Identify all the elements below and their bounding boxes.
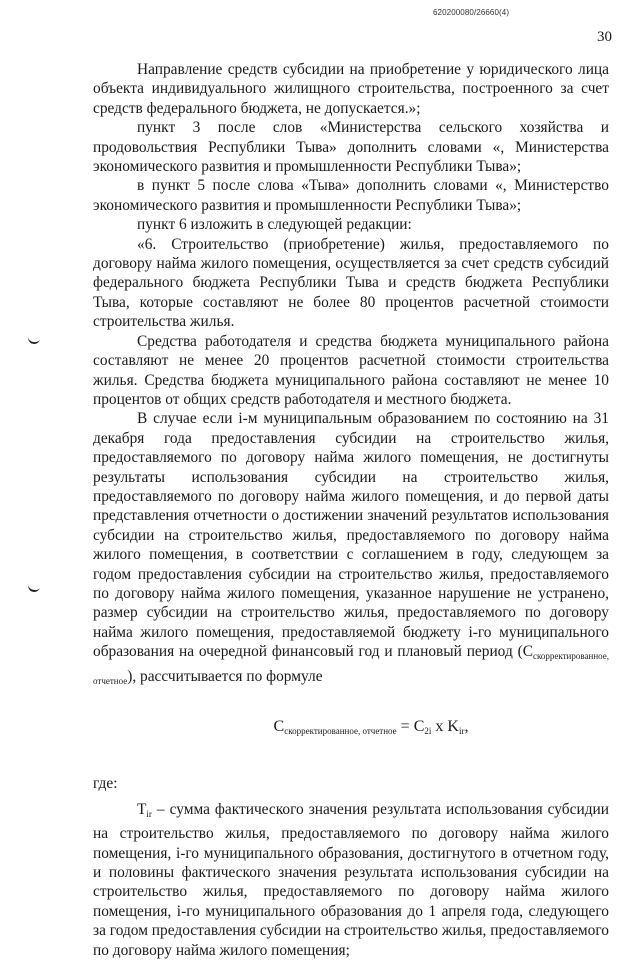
paragraph: Направление средств субсидии на приобретение у юридического лица объекта индивидуального жилищного строительства, построенного за счет средств федерального бюджета, не допускается.»; (93, 61, 609, 117)
margin-mark (27, 333, 41, 345)
paragraph: Средства работодателя и средства бюджета муниципального района составляют не менее 20 процентов расчетной стоимости строительства жилья. Средства бюджета муниципального района составляют не менее 10 процентов от общих средств работодателя и местного бюджета. (93, 332, 609, 408)
paragraph (93, 409, 609, 691)
paragraph: в пункт 5 после слова «Тыва» дополнить словами «, Министерство экономического развития и промышленности Республики Тыва»; (93, 177, 609, 214)
paragraph: пункт 6 изложить в следующей редакции: (137, 216, 412, 234)
where-label: где: (93, 775, 118, 793)
paragraph-tail: ), рассчитывается по формуле (127, 667, 323, 685)
formula-c-sub: 2i (424, 726, 432, 736)
formula-mult: х K (431, 718, 459, 735)
document-body (93, 60, 609, 960)
t-text: – сумма фактического значения результата использования субсидии на строительство жилья, предоставляемого по договору найма жилого помещения, i-го муниципального образования, достигнутого в отчетном году, и половины фактического значения результата использования субсидии на строительство жилья, предоставляемого по договору найма жилого помещения, i-го муниципального образования до 1 апреля года, следующего за годом предоставления субсидии на строительство жилья, предоставляемого по договору найма жилого помещения; (93, 800, 609, 959)
formula-lhs-sub: скорректированное, отчетное (284, 726, 397, 736)
doc-id: 620200080/26660(4) (433, 8, 510, 17)
page-number: 30 (597, 29, 612, 45)
paragraph: пункт 3 после слов «Министерства сельского хозяйства и продовольствия Республики Тыва» дополнить словами «, Министерства экономического развития и промышленности Республики Тыва»; (93, 119, 609, 176)
subscript: скорректированное, отчетное (93, 651, 609, 686)
t-symbol: T (137, 800, 147, 818)
formula-eq: = С (396, 718, 425, 735)
formula-lhs: С (273, 718, 285, 735)
margin-mark (27, 581, 41, 593)
paragraph-text: В случае если i-м муниципальным образованием по состоянию на 31 декабря года предоставления субсидии на строительство жилья, предоставляемого по договору найма жилого помещения, не достигнуты результаты использования субсидии на строительство жилья, предоставляемого по договору найма жилого помещения, и до первой даты представления отчетности о достижении значений результатов использования субсидии на строительство жилья, предоставляемого по договору найма жилого помещения, в соответствии с соглашением в году, следующем за годом предоставления субсидии на строительство жилья, предоставляемого по договору найма жилого помещения, указанное нарушение не устранено, размер субсидии на строительство жилья, предоставляемого по договору найма жилого помещения, предоставляемой бюджету i-го муниципального образования на очередной финансовый год и плановый период (С (93, 410, 609, 661)
formula (133, 717, 609, 741)
formula-k-sub: ir (458, 726, 465, 736)
formula-end: , (464, 718, 469, 735)
paragraph: «6. Строительство (приобретение) жилья, предоставляемого по договору найма жилого помещения, осуществляется за счет средств субсидий федерального бюджета Республики Тыва и средств бюджета Республики Тыва, которые составляют не более 80 процентов расчетной стоимости строительства жилья. (93, 235, 609, 331)
t-sub: ir (146, 808, 152, 819)
definition-paragraph (93, 800, 609, 960)
